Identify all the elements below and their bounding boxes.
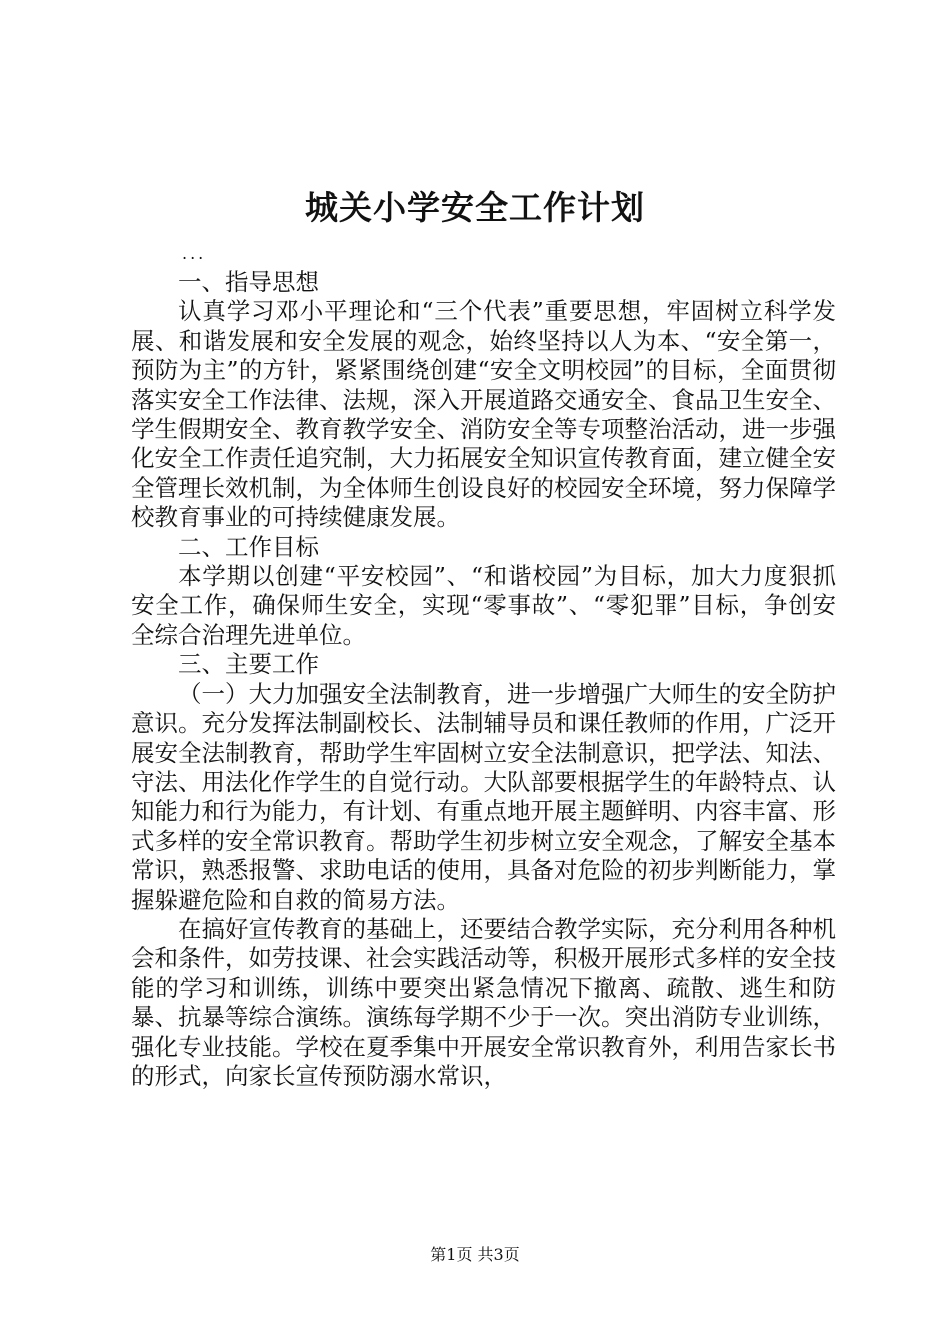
section-heading: 一、指导思想 [178,268,319,296]
paragraph: 认真学习邓小平理论和“三个代表”重要思想，牢固树立科学发展、和谐发展和安全发展的观念，始终坚持以人为本、“安全第一，预防为主”的方针，紧紧围绕创建“安全文明校园”的目标，全面贯彻落实安全工作法律、法规，深入开展道路交通安全、食品卫生安全、学生假期安全、教育教学安全、消防安全等专项整治活动，进一步强化安全工作责任追究制，大力拓展安全知识宣传教育面，建立健全安全管理长效机制，为全体师生创设良好的校园安全环境，努力保障学校教育事业的可持续健康发展。 [131,297,836,532]
document-title: 城关小学安全工作计划 [305,188,645,227]
section-heading: 二、工作目标 [178,532,319,561]
paragraph: 在搞好宣传教育的基础上，还要结合教学实际，充分利用各种机会和条件，如劳技课、社会实践活动等，积极开展形式多样的安全技能的学习和训练，训练中要突出紧急情况下撤离、疏散、逃生和防暴、抗暴等综合演练。演练每学期不少于一次。突出消防专业训练，强化专业技能。学校在夏季集中开展安全常识教育外，利用告家长书的形式，向家长宣传预防溺水常识， [131,914,836,1090]
section-heading: 三、主要工作 [178,650,319,679]
page-footer: 第1页 共3页 [430,1245,520,1264]
paragraph: 本学期以创建“平安校园”、“和谐校园”为目标，加大力度狠抓安全工作，确保师生安全，实现“零事故”、“零犯罪”目标，争创安全综合治理先进单位。 [131,562,836,649]
ellipsis-marker: ... [182,244,207,263]
document-body [131,268,836,1091]
paragraph: （一）大力加强安全法制教育，进一步增强广大师生的安全防护意识。充分发挥法制副校长、法制辅导员和课任教师的作用，广泛开展安全法制教育，帮助学生牢固树立安全法制意识，把学法、知法、守法、用法化作学生的自觉行动。大队部要根据学生的年龄特点、认知能力和行为能力，有计划、有重点地开展主题鲜明、内容丰富、形式多样的安全常识教育。帮助学生初步树立安全观念，了解安全基本常识，熟悉报警、求助电话的使用，具备对危险的初步判断能力，掌握躲避危险和自救的简易方法。 [131,679,836,914]
